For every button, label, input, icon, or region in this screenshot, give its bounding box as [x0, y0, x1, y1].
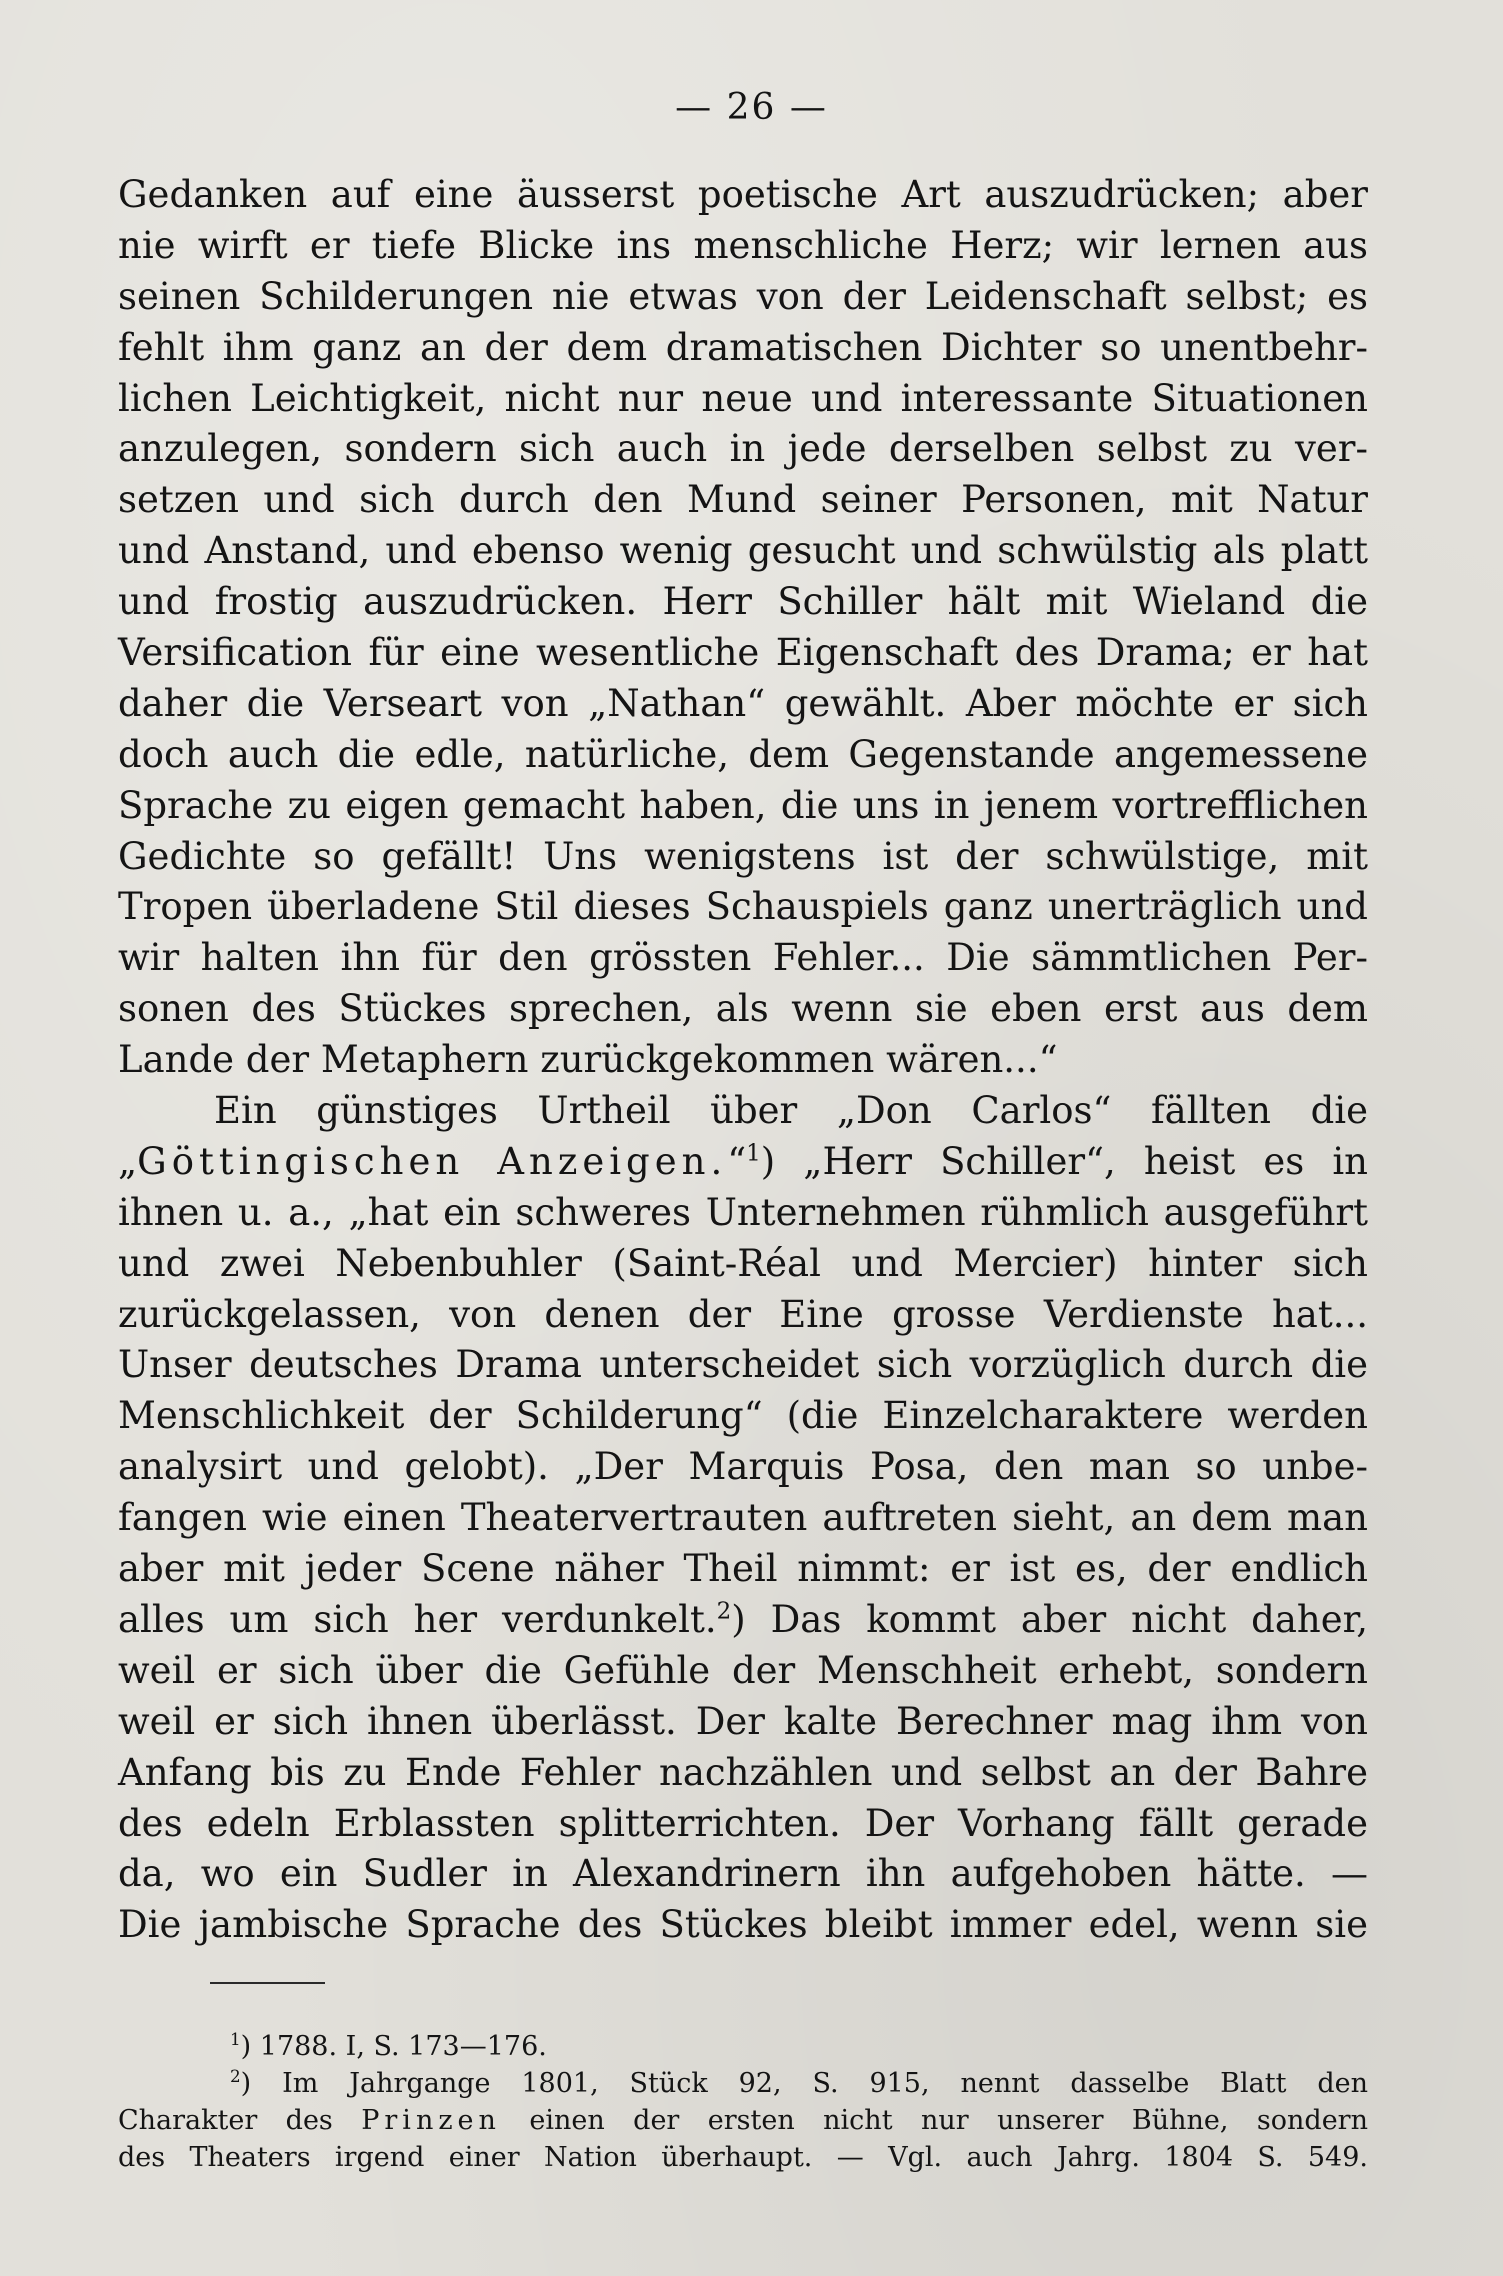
- text-fragment: ) „Herr Schiller“, heist es in: [760, 1139, 1368, 1183]
- text-line: fehlt ihm ganz an der dem dramatischen Dichter so unentbehr-: [118, 325, 1368, 369]
- text-line: Die jambische Sprache des Stückes bleibt immer edel, wenn sie: [118, 1903, 1368, 1947]
- footnote-text: ) 1788. I, S. 173—176.: [240, 2031, 547, 2062]
- text-line: [118, 1595, 1368, 1646]
- text-line: wir halten ihn für den grössten Fehler... Die sämmtlichen Per-: [118, 936, 1368, 980]
- text-line: Unser deutsches Drama unterscheidet sich vorzüglich durch die: [118, 1343, 1368, 1387]
- footnote-text: einen der ersten nicht nur unserer Bühne, sondern: [529, 2105, 1368, 2136]
- text-line: zurückgelassen, von denen der Eine grosse Verdienste hat...: [118, 1292, 1368, 1336]
- text-line: Lande der Metaphern zurückgekommen wären...“: [118, 1038, 1058, 1082]
- text-line: weil er sich über die Gefühle der Menschheit erhebt, sondern: [118, 1648, 1368, 1692]
- footnote-2: [118, 2065, 1368, 2102]
- footnote-1: [118, 2028, 1368, 2065]
- text-line: nie wirft er tiefe Blicke ins menschliche Herz; wir lernen aus: [118, 223, 1368, 267]
- text-line: daher die Verseart von „Nathan“ gewählt. Aber möchte er sich: [118, 681, 1368, 725]
- text-line: weil er sich ihnen überlässt. Der kalte Berechner mag ihm von: [118, 1699, 1368, 1743]
- text-line: Gedanken auf eine äusserst poetische Art auszudrücken; aber: [118, 173, 1368, 216]
- quote-close: “: [727, 1139, 747, 1183]
- text-line: ihnen u. a., „hat ein schweres Unternehmen rühmlich ausgeführt: [118, 1190, 1368, 1234]
- paragraph-start-line: Ein günstiges Urtheil über „Don Carlos“ fällten die: [214, 1089, 1368, 1133]
- footnote-mark-1: 1: [230, 2029, 241, 2049]
- text-fragment: ) Das kommt aber nicht daher,: [731, 1597, 1369, 1641]
- text-line: fangen wie einen Theatervertrauten auftreten sieht, an dem man: [118, 1496, 1368, 1540]
- footnote-ref-1: 1: [746, 1140, 761, 1167]
- text-line: setzen und sich durch den Mund seiner Personen, mit Natur: [118, 478, 1368, 522]
- text-line: seinen Schilderungen nie etwas von der Leidenschaft selbst; es: [118, 274, 1368, 318]
- text-line: Tropen überladene Stil dieses Schauspiels ganz unerträglich und: [118, 885, 1368, 929]
- text-line: [118, 1137, 1368, 1188]
- text-line: Menschlichkeit der Schilderung“ (die Einzelcharaktere werden: [118, 1394, 1368, 1438]
- footnote-text: Charakter des: [118, 2105, 333, 2136]
- text-line: Anfang bis zu Ende Fehler nachzählen und selbst an der Bahre: [118, 1750, 1368, 1794]
- text-line: da, wo ein Sudler in Alexandrinern ihn aufgehoben hätte. —: [118, 1852, 1368, 1896]
- footnote-text: ) Im Jahrgange 1801, Stück 92, S. 915, nennt dasselbe Blatt den: [240, 2068, 1368, 2099]
- footnote-divider: [210, 1982, 325, 1984]
- text-line: Versification für eine wesentliche Eigenschaft des Drama; er hat: [118, 631, 1368, 675]
- text-line: Gedichte so gefällt! Uns wenigstens ist der schwülstige, mit: [118, 834, 1368, 878]
- text-line: aber mit jeder Scene näher Theil nimmt: er ist es, der endlich: [118, 1547, 1368, 1591]
- footnote-ref-2: 2: [716, 1598, 732, 1625]
- footnote-mark-2: 2: [230, 2066, 241, 2086]
- text-line: doch auch die edle, natürliche, dem Gegenstande angemessene: [118, 732, 1368, 776]
- footnotes: [118, 2028, 1368, 2176]
- body-text: [118, 170, 1368, 1951]
- page-number: — 26 —: [675, 87, 828, 128]
- quote-open: „: [118, 1139, 138, 1183]
- text-line: des edeln Erblassten splitterrichten. Der Vorhang fällt gerade: [118, 1801, 1368, 1845]
- footnote-2-line: des Theaters irgend einer Nation überhaupt. — Vgl. auch Jahrg. 1804 S. 549.: [118, 2142, 1368, 2173]
- spaced-word: Prinzen: [361, 2105, 501, 2136]
- text-line: lichen Leichtigkeit, nicht nur neue und interessante Situationen: [118, 376, 1368, 420]
- text-line: sonen des Stückes sprechen, als wenn sie eben erst aus dem: [118, 987, 1368, 1031]
- text-line: analysirt und gelobt). „Der Marquis Posa, den man so unbe-: [118, 1445, 1368, 1489]
- text-line: und Anstand, und ebenso wenig gesucht und schwülstig als platt: [118, 529, 1368, 573]
- text-line: anzulegen, sondern sich auch in jede derselben selbst zu ver-: [118, 427, 1368, 471]
- text-fragment: alles um sich her verdunkelt.: [118, 1597, 717, 1641]
- spaced-title: Göttingischen Anzeigen.: [137, 1139, 728, 1183]
- text-line: Sprache zu eigen gemacht haben, die uns in jenem vortrefflichen: [118, 783, 1368, 827]
- text-line: und zwei Nebenbuhler (Saint-Réal und Mercier) hinter sich: [118, 1241, 1368, 1285]
- text-line: und frostig auszudrücken. Herr Schiller hält mit Wieland die: [118, 580, 1368, 624]
- footnote-2-line: [118, 2102, 1368, 2139]
